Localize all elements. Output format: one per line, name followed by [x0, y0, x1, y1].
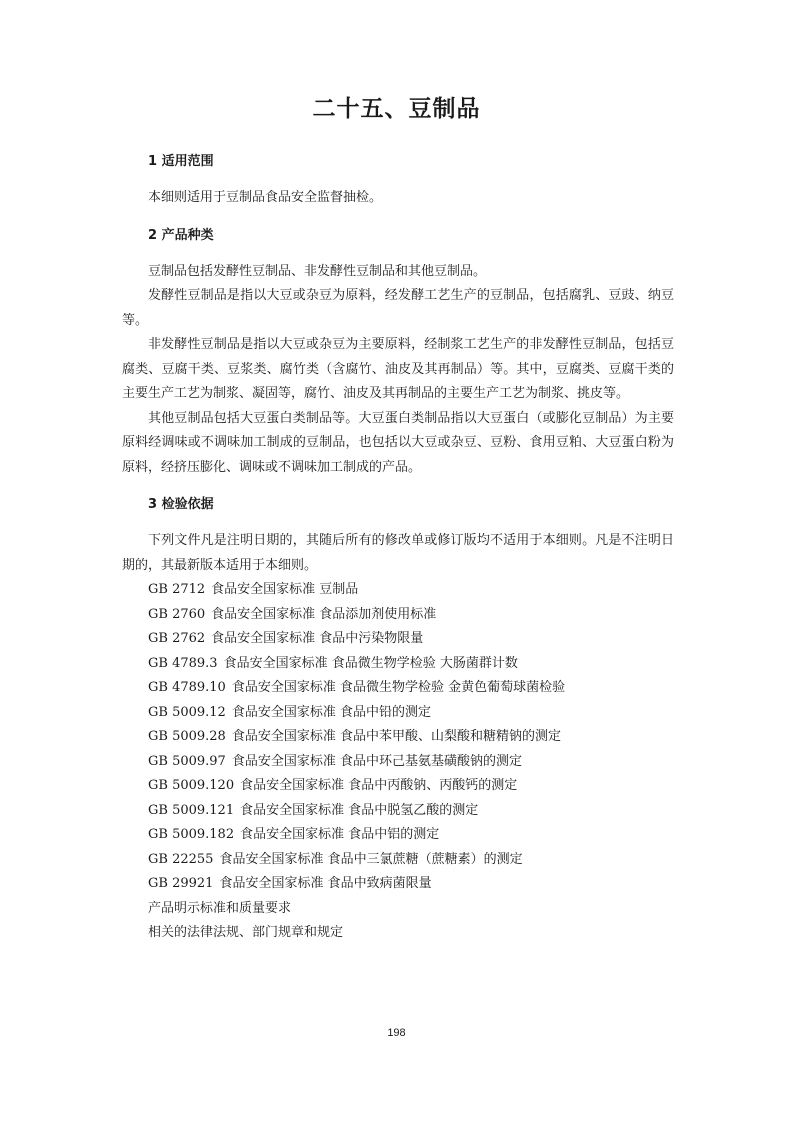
inspection-basis-paragraph: 下列文件凡是注明日期的，其随后所有的修改单或修订版均不适用于本细则。凡是不注明日期的，其最新版本适用于本细则。 — [122, 533, 674, 573]
reference-code: GB 5009.28 — [148, 729, 226, 744]
reference-item — [122, 603, 674, 628]
scope-paragraph: 本细则适用于豆制品食品安全监督抽检。 — [148, 190, 383, 205]
reference-item — [122, 750, 674, 775]
product-types-paragraph-3: 非发酵性豆制品是指以大豆或杂豆为主要原料，经制浆工艺生产的非发酵性豆制品，包括豆腐类、豆腐干类、豆浆类、腐竹类（含腐竹、油皮及其再制品）等。其中，豆腐类、豆腐干类的主要生产工艺为制浆、凝固等，腐竹、油皮及其再制品的主要生产工艺为制浆、挑皮等。 — [122, 337, 674, 401]
reference-item — [122, 701, 674, 726]
reference-code: GB 2760 — [148, 606, 206, 622]
reference-list — [122, 578, 674, 946]
product-types-paragraph-2: 发酵性豆制品是指以大豆或杂豆为原料，经发酵工艺生产的豆制品，包括腐乳、豆豉、纳豆等。 — [122, 288, 674, 328]
reference-title: 食品安全国家标准 食品中铅的测定 — [231, 704, 431, 720]
reference-code: GB 2712 — [148, 582, 206, 597]
reference-title: 食品安全国家标准 食品中脱氢乙酸的测定 — [240, 802, 479, 818]
reference-code: GB 5009.97 — [148, 753, 226, 769]
reference-title: 产品明示标准和质量要求 — [148, 900, 292, 916]
reference-item — [122, 676, 674, 701]
reference-code: GB 5009.120 — [148, 778, 235, 793]
reference-title: 食品安全国家标准 食品中苯甲酸、山梨酸和糖精钠的测定 — [231, 729, 561, 744]
page-title: 二十五、豆制品 — [312, 96, 481, 122]
reference-code: GB 5009.182 — [148, 827, 235, 842]
reference-title: 食品安全国家标准 食品添加剂使用标准 — [211, 606, 437, 622]
reference-item — [122, 774, 674, 799]
reference-item — [122, 848, 674, 873]
reference-code: GB 5009.121 — [148, 802, 235, 818]
reference-item — [122, 627, 674, 652]
reference-item — [122, 578, 674, 603]
reference-title: 食品安全国家标准 食品中环己基氨基磺酸钠的测定 — [231, 753, 522, 769]
reference-code: GB 4789.10 — [148, 680, 226, 695]
reference-title: 相关的法律法规、部门规章和规定 — [148, 925, 344, 940]
reference-code: GB 22255 — [148, 851, 214, 867]
reference-code: GB 29921 — [148, 876, 214, 891]
reference-code: GB 2762 — [148, 631, 206, 646]
document-body — [122, 150, 674, 946]
reference-item — [122, 725, 674, 750]
reference-title: 食品安全国家标准 食品中污染物限量 — [211, 631, 424, 646]
page-number: 198 — [387, 1027, 406, 1039]
section-heading-inspection-basis: 3 检验依据 — [148, 497, 214, 512]
reference-item — [122, 872, 674, 897]
product-types-paragraph-1: 豆制品包括发酵性豆制品、非发酵性豆制品和其他豆制品。 — [148, 263, 487, 279]
reference-code: GB 5009.12 — [148, 704, 226, 720]
section-heading-scope: 1 适用范围 — [148, 154, 214, 169]
reference-title: 食品安全国家标准 食品微生物学检验 金黄色葡萄球菌检验 — [231, 680, 566, 695]
reference-item — [122, 897, 674, 922]
reference-title: 食品安全国家标准 豆制品 — [211, 582, 359, 597]
reference-item — [122, 823, 674, 848]
reference-item — [122, 652, 674, 677]
product-types-paragraph-4: 其他豆制品包括大豆蛋白类制品等。大豆蛋白类制品指以大豆蛋白（或膨化豆制品）为主要原料经调味或不调味加工制成的豆制品，也包括以大豆或杂豆、豆粉、食用豆粕、大豆蛋白粉为原料，经挤压膨化、调味或不调味加工制成的产品。 — [122, 410, 674, 475]
reference-item — [122, 799, 674, 824]
reference-title: 食品安全国家标准 食品中丙酸钠、丙酸钙的测定 — [240, 778, 518, 793]
reference-code: GB 4789.3 — [148, 655, 218, 671]
reference-title: 食品安全国家标准 食品中三氯蔗糖（蔗糖素）的测定 — [219, 851, 523, 867]
reference-title: 食品安全国家标准 食品中铝的测定 — [240, 827, 440, 842]
reference-title: 食品安全国家标准 食品微生物学检验 大肠菌群计数 — [223, 655, 518, 671]
section-heading-product-types: 2 产品种类 — [148, 227, 214, 243]
reference-item — [122, 921, 674, 946]
reference-title: 食品安全国家标准 食品中致病菌限量 — [219, 876, 432, 891]
